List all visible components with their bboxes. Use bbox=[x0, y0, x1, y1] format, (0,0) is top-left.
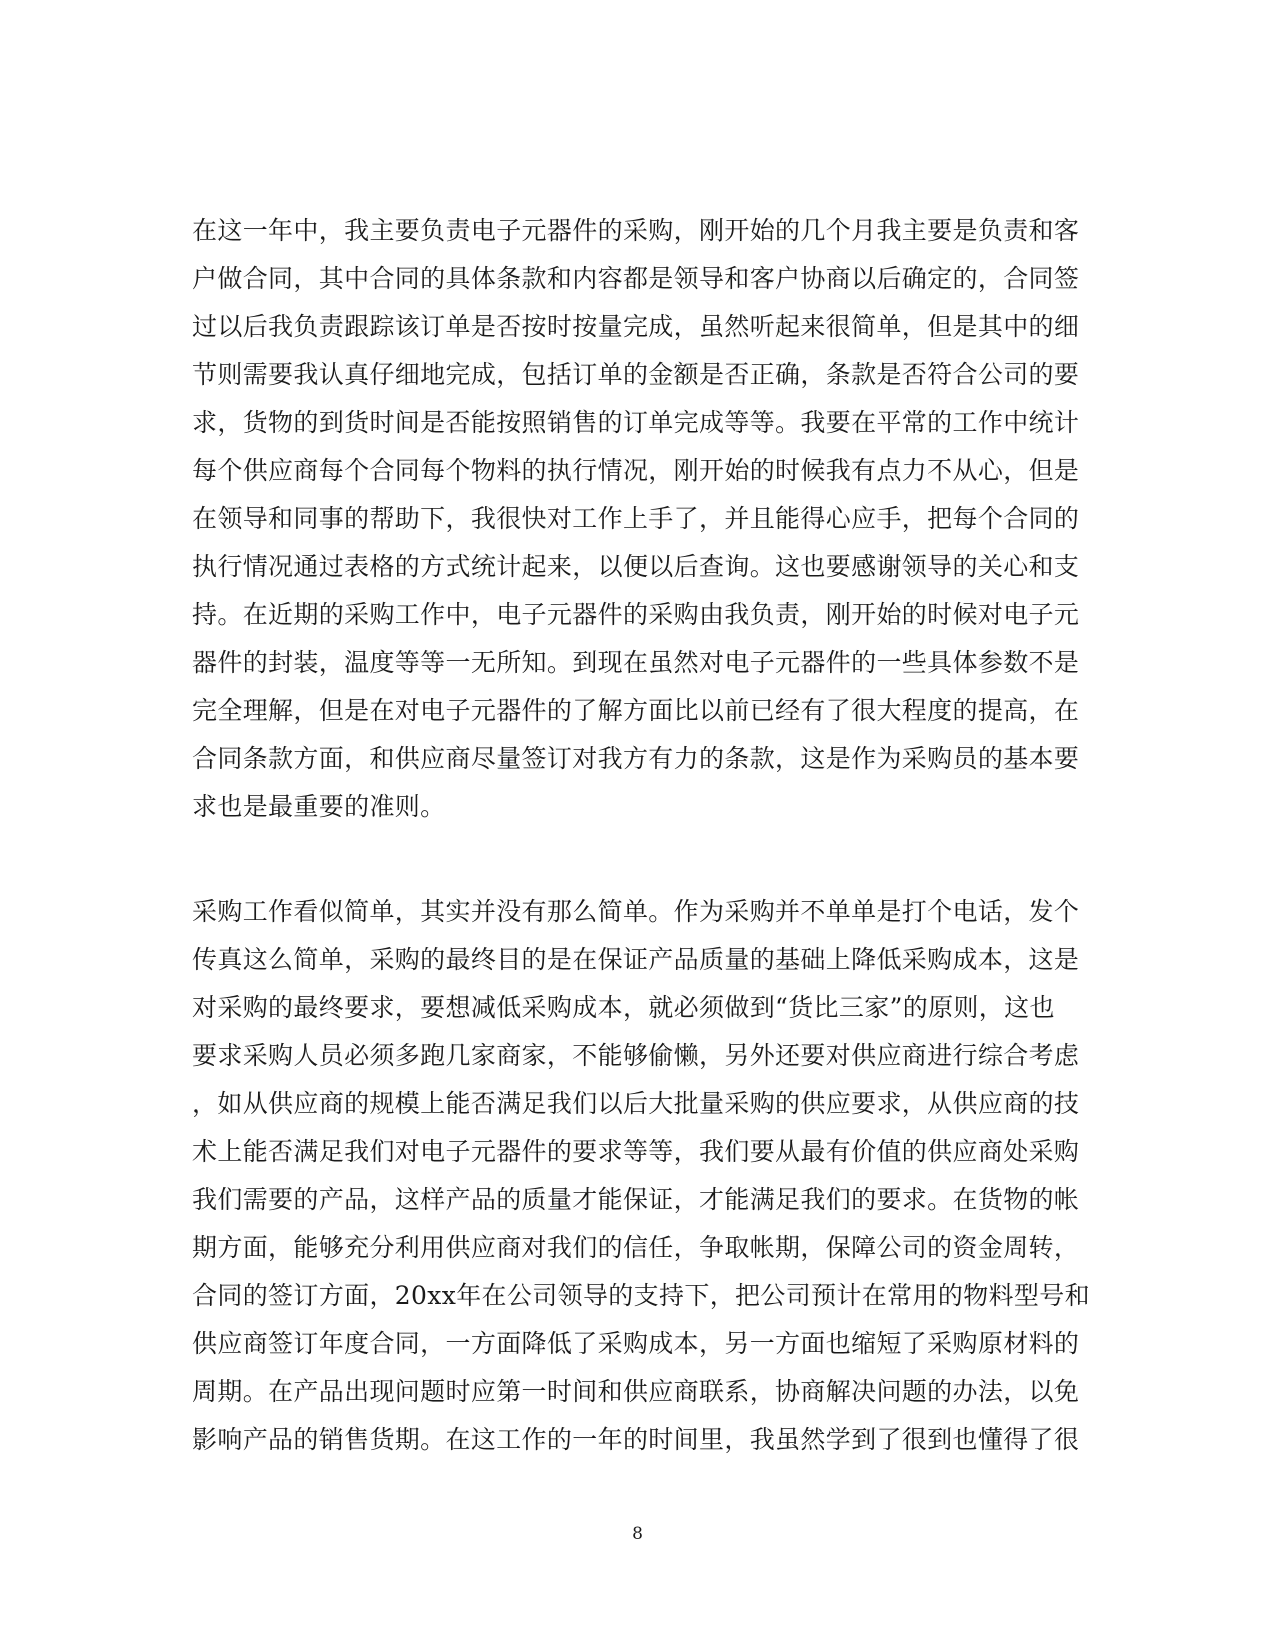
text-line: 完全理解，但是在对电子元器件的了解方面比以前已经有了很大程度的提高，在 bbox=[192, 696, 1080, 725]
text-line: 持。在近期的采购工作中，电子元器件的采购由我负责，刚开始的时候对电子元 bbox=[192, 600, 1080, 629]
paragraph-2 bbox=[192, 888, 1090, 1464]
text-line: 节则需要我认真仔细地完成，包括订单的金额是否正确，条款是否符合公司的要 bbox=[192, 360, 1080, 389]
text-line: 户做合同，其中合同的具体条款和内容都是领导和客户协商以后确定的，合同签 bbox=[192, 264, 1080, 293]
text-line: 期方面，能够充分利用供应商对我们的信任，争取帐期，保障公司的资金周转， bbox=[192, 1233, 1080, 1262]
text-line: 周期。在产品出现问题时应第一时间和供应商联系，协商解决问题的办法，以免 bbox=[192, 1377, 1080, 1406]
text-line: 对采购的最终要求，要想减低采购成本，就必须做到“货比三家”的原则，这也 bbox=[192, 993, 1055, 1022]
text-line: 在这一年中，我主要负责电子元器件的采购，刚开始的几个月我主要是负责和客 bbox=[192, 216, 1080, 245]
text-line: 求也是最重要的准则。 bbox=[192, 792, 446, 821]
text-line: 执行情况通过表格的方式统计起来，以便以后查询。这也要感谢领导的关心和支 bbox=[192, 552, 1080, 581]
text-line: 求，货物的到货时间是否能按照销售的订单完成等等。我要在平常的工作中统计 bbox=[192, 408, 1080, 437]
text-line: 在领导和同事的帮助下，我很快对工作上手了，并且能得心应手，把每个合同的 bbox=[192, 504, 1080, 533]
text-line: 术上能否满足我们对电子元器件的要求等等，我们要从最有价值的供应商处采购 bbox=[192, 1137, 1080, 1166]
text-line: 我们需要的产品，这样产品的质量才能保证，才能满足我们的要求。在货物的帐 bbox=[192, 1185, 1080, 1214]
text-line: ，如从供应商的规模上能否满足我们以后大批量采购的供应要求，从供应商的技 bbox=[192, 1089, 1080, 1118]
page-number: 8 bbox=[632, 1524, 643, 1544]
text-line: 过以后我负责跟踪该订单是否按时按量完成，虽然听起来很简单，但是其中的细 bbox=[192, 312, 1080, 341]
text-line: 供应商签订年度合同，一方面降低了采购成本，另一方面也缩短了采购原材料的 bbox=[192, 1329, 1080, 1358]
text-line: 传真这么简单，采购的最终目的是在保证产品质量的基础上降低采购成本，这是 bbox=[192, 945, 1080, 974]
text-line: 合同条款方面，和供应商尽量签订对我方有力的条款，这是作为采购员的基本要 bbox=[192, 744, 1080, 773]
text-line: 采购工作看似简单，其实并没有那么简单。作为采购并不单单是打个电话，发个 bbox=[192, 897, 1080, 926]
text-line: 要求采购人员必须多跑几家商家，不能够偷懒，另外还要对供应商进行综合考虑 bbox=[192, 1041, 1080, 1070]
text-line: 器件的封装，温度等等一无所知。到现在虽然对电子元器件的一些具体参数不是 bbox=[192, 648, 1080, 677]
text-line: 影响产品的销售货期。在这工作的一年的时间里，我虽然学到了很到也懂得了很 bbox=[192, 1425, 1080, 1454]
paragraph-1 bbox=[192, 207, 1080, 831]
text-line: 合同的签订方面，20xx年在公司领导的支持下，把公司预计在常用的物料型号和 bbox=[192, 1281, 1090, 1310]
text-line: 每个供应商每个合同每个物料的执行情况，刚开始的时候我有点力不从心，但是 bbox=[192, 456, 1080, 485]
